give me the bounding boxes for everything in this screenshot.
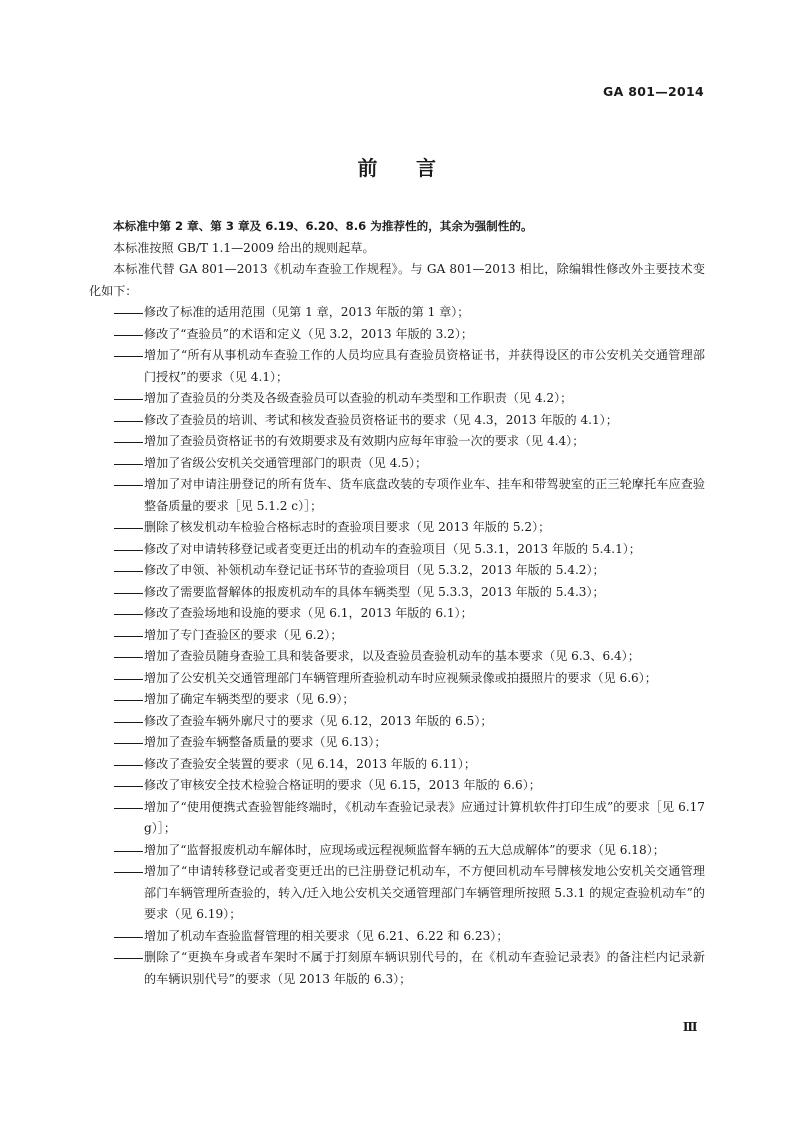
list-item (89, 689, 705, 711)
replacement-statement: 本标准代替 GA 801—2013《机动车查验工作规程》。与 GA 801—2013 相比，除编辑性修改外主要技术变化如下： (89, 262, 705, 298)
list-item (89, 797, 705, 840)
list-item-text: 修改了对申请转移登记或者变更迁出的机动车的查验项目（见 5.3.1，2013 年版的 5.4.1）； (144, 541, 641, 556)
list-item (89, 388, 705, 410)
list-item-text: 修改了审核安全技术检验合格证明的要求（见 6.15，2013 年版的 6.6）； (144, 778, 541, 792)
list-item (89, 603, 705, 625)
standard-code: GA 801—2014 (603, 84, 704, 99)
title-char-2: 言 (416, 156, 437, 180)
list-item (89, 926, 705, 948)
list-item-text: 增加了“监督报废机动车解体时，应现场或远程视频监督车辆的五大总成解体”的要求（见 6.18）； (144, 842, 665, 857)
list-item (89, 840, 705, 862)
page-number: Ⅲ (682, 1020, 697, 1034)
list-item (89, 711, 705, 733)
list-item (89, 345, 705, 388)
list-item (89, 453, 705, 475)
list-item-text: 增加了查验员随身查验工具和装备要求，以及查验员查验机动车的基本要求（见 6.3、6.4）； (144, 649, 640, 663)
list-item (89, 431, 705, 453)
list-item-text: 修改了查验员的培训、考试和核发查验员资格证书的要求（见 4.3，2013 年版的 4.1）； (144, 412, 618, 427)
list-item-text: 增加了查验员的分类及各级查验员可以查验的机动车类型和工作职责（见 4.2）； (144, 391, 573, 405)
list-item-text: 增加了“所有从事机动车查验工作的人员均应具有查验员资格证书，并获得设区的市公安机关交通管理部门授权”的要求（见 4.1）； (144, 348, 705, 384)
document-body (89, 216, 705, 990)
list-item (89, 754, 705, 776)
list-item-text: 增加了查验车辆整备质量的要求（见 6.13）； (144, 735, 387, 749)
list-item (89, 324, 705, 346)
list-item-text: 修改了需要监督解体的报废机动车的具体车辆类型（见 5.3.3，2013 年版的 5.4.3）； (144, 584, 605, 599)
list-item-text: 增加了公安机关交通管理部门车辆管理所查验机动车时应视频录像或拍摄照片的要求（见 6.6）； (144, 670, 657, 685)
list-item-text: 删除了“更换车身或者车架时不属于打刻原车辆识别代号的，在《机动车查验记录表》的备注栏内记录新的车辆识别代号”的要求（见 2013 年版的 6.3）； (144, 950, 705, 986)
list-item (89, 625, 705, 647)
list-item-text: 增加了查验员资格证书的有效期要求及有效期内应每年审验一次的要求（见 4.4）； (144, 434, 585, 448)
list-item-text: 增加了省级公安机关交通管理部门的职责（见 4.5）； (144, 455, 428, 470)
list-item-text: 增加了对申请注册登记的所有货车、货车底盘改装的专项作业车、挂车和带驾驶室的正三轮摩托车应查验整备质量的要求［见 5.1.2 c）］； (144, 477, 705, 513)
list-item-text: 修改了查验安全装置的要求（见 6.14，2013 年版的 6.11）； (144, 756, 476, 771)
drafting-rules-statement: 本标准按照 GB/T 1.1—2009 给出的规则起草。 (113, 240, 375, 255)
list-item (89, 775, 705, 797)
list-item-text: 增加了“使用便携式查验智能终端时，《机动车查验记录表》应通过计算机软件打印生成”的要求［见 6.17 g）］； (144, 799, 705, 835)
list-item-text: 修改了标准的适用范围（见第 1 章，2013 年版的第 1 章）； (144, 305, 470, 319)
list-item (89, 474, 705, 517)
list-item (89, 861, 705, 926)
list-item-text: 修改了“查验员”的术语和定义（见 3.2，2013 年版的 3.2）； (144, 326, 473, 341)
list-item (89, 302, 705, 324)
normative-statement: 本标准中第 2 章、第 3 章及 6.19、6.20、8.6 为推荐性的，其余为强制性的。 (113, 219, 533, 233)
list-item (89, 539, 705, 561)
change-list (89, 302, 705, 990)
page-title (0, 152, 794, 181)
list-item (89, 517, 705, 539)
list-item (89, 582, 705, 604)
list-item (89, 947, 705, 990)
list-item-text: 修改了查验车辆外廓尺寸的要求（见 6.12，2013 年版的 6.5）； (144, 713, 493, 728)
list-item-text: 修改了查验场地和设施的要求（见 6.1，2013 年版的 6.1）； (144, 606, 473, 620)
list-item-text: 增加了机动车查验监督管理的相关要求（见 6.21、6.22 和 6.23）； (144, 928, 509, 943)
list-item (89, 410, 705, 432)
list-item-text: 增加了专门查验区的要求（见 6.2）； (144, 627, 343, 642)
list-item (89, 646, 705, 668)
list-item-text: 删除了核发机动车检验合格标志时的查验项目要求（见 2013 年版的 5.2）； (144, 520, 551, 534)
list-item (89, 668, 705, 690)
list-item (89, 560, 705, 582)
list-item-text: 修改了申领、补领机动车登记证书环节的查验项目（见 5.3.2，2013 年版的 5.4.2）； (144, 563, 605, 577)
list-item-text: 增加了“申请转移登记或者变更迁出的已注册登记机动车，不方便回机动车号牌核发地公安机关交通管理部门车辆管理所查验的，转入/迁入地公安机关交通管理部门车辆管理所按照 5.3.1 的规定查验机动车”的要求（见 6.19）； (144, 864, 705, 921)
title-char-1: 前 (357, 156, 378, 180)
list-item (89, 732, 705, 754)
list-item-text: 增加了确定车辆类型的要求（见 6.9）； (144, 692, 355, 706)
